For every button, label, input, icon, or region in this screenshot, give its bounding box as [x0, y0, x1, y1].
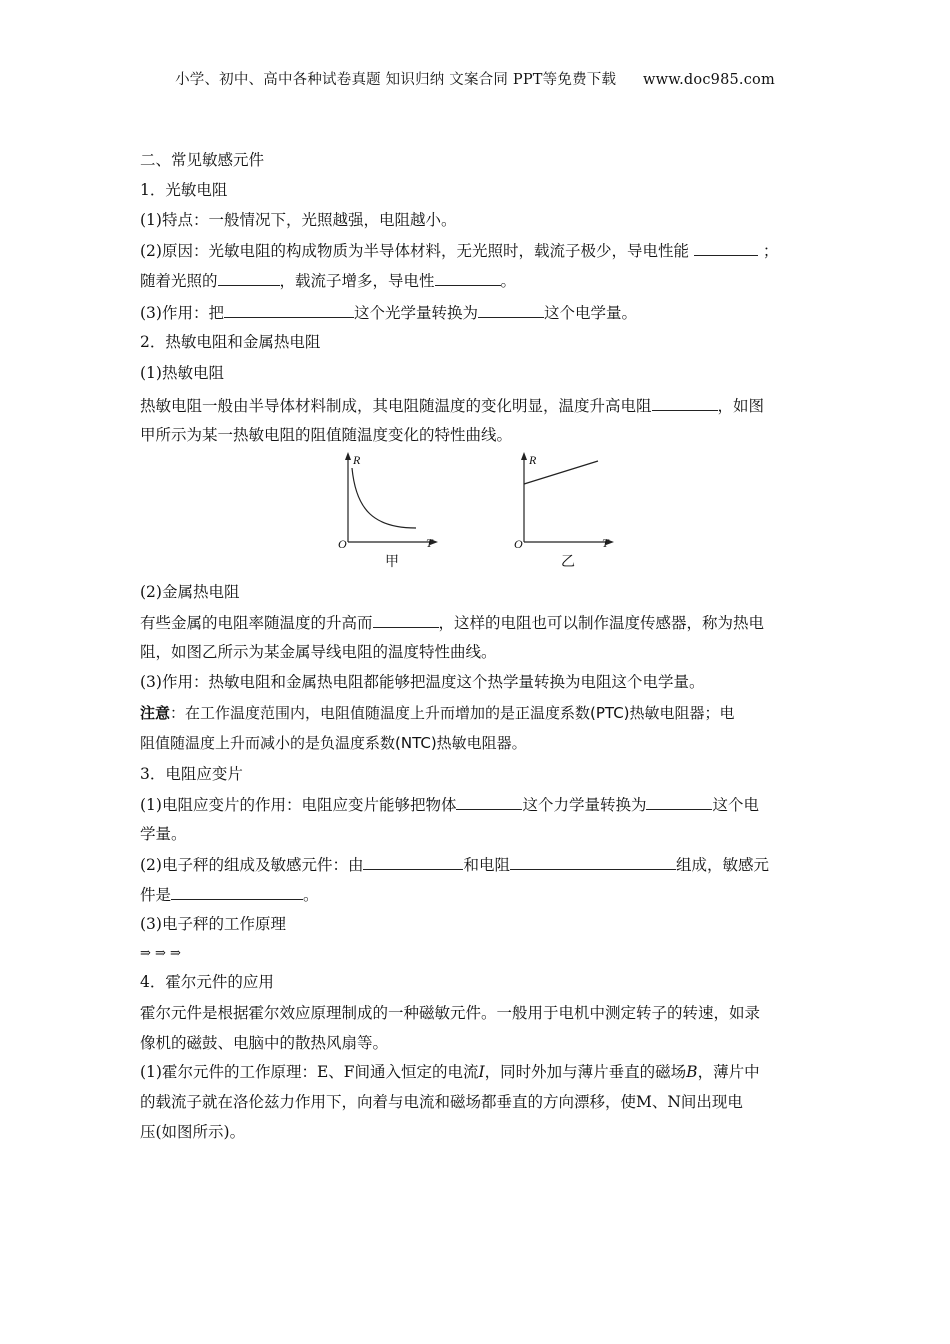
- blank[interactable]: [456, 794, 522, 810]
- header-url[interactable]: www.doc985.com: [642, 72, 775, 88]
- s2-p2-line1: [140, 612, 764, 633]
- jia-y-label: R: [353, 453, 361, 467]
- s4-p1-line1: [140, 1062, 760, 1082]
- note-label: 注意: [140, 704, 171, 722]
- note-text-1: ：在工作温度范围内，电阻值随温度上升而增加的是正温度系数(PTC)热敏电阻器；电: [170, 704, 735, 722]
- y-arrow: [521, 452, 527, 460]
- s1-p2b-1: 随着光照的: [140, 272, 218, 290]
- blank[interactable]: [171, 884, 303, 900]
- s4-p1a-1: (1)霍尔元件的工作原理：E、F间通入恒定的电流: [140, 1063, 479, 1081]
- s1-p2a-end: ；: [762, 242, 779, 260]
- jia-origin: O: [338, 537, 347, 551]
- y-arrow: [345, 452, 351, 460]
- s2-p2a-1: 有些金属的电阻率随温度的升高而: [140, 614, 373, 632]
- yi-x-label: T: [602, 536, 609, 550]
- s1-p3-2: 这个光学量转换为: [353, 304, 478, 322]
- s3-p2-line2: [140, 884, 319, 905]
- s2-p1-line2: 甲所示为某一热敏电阻的阻值随温度变化的特性曲线。: [140, 426, 513, 444]
- s3-p2b-1: 件是: [140, 886, 172, 904]
- s3-p2b-2: 。: [303, 886, 319, 904]
- blank[interactable]: [363, 854, 463, 870]
- jia-caption: 甲: [385, 554, 399, 570]
- s3-p1-line2: 学量。: [140, 825, 187, 843]
- s2-note-line2: [140, 733, 527, 753]
- s3-p1a-1: (1)电阻应变片的作用：电阻应变片能够把物体: [140, 796, 457, 814]
- blank[interactable]: [218, 270, 280, 286]
- current-symbol: I: [478, 1063, 485, 1081]
- field-symbol: B: [686, 1063, 698, 1081]
- blank[interactable]: [478, 302, 544, 318]
- s3-p2-line1: [140, 854, 769, 875]
- s3-p2a-1: (2)电子秤的组成及敏感元件：由: [140, 856, 364, 874]
- blank[interactable]: [510, 854, 676, 870]
- s1-p2a-text: (2)原因：光敏电阻的构成物质为半导体材料，无光照时，载流子极少，导电性能: [140, 242, 689, 260]
- s4-p1-line2: 的载流子就在洛伦兹力作用下，向着与电流和磁场都垂直的方向漂移，使M、N间出现电: [140, 1093, 743, 1111]
- s2-sub1: (1)热敏电阻: [140, 364, 224, 382]
- s1-title: 1．光敏电阻: [140, 181, 228, 199]
- s2-p1a-1: 热敏电阻一般由半导体材料制成，其电阻随温度的变化明显，温度升高电阻: [140, 397, 652, 415]
- page-header: [0, 68, 950, 89]
- s1-p1: (1)特点：一般情况下，光照越强，电阻越小。: [140, 211, 457, 229]
- s4-p1a-3: ，薄片中: [697, 1063, 760, 1081]
- s4-title: 4．霍尔元件的应用: [140, 973, 274, 991]
- s1-p2-line1: [140, 240, 778, 261]
- s1-p3: [140, 302, 637, 323]
- s2-p1-line1: [140, 395, 764, 416]
- yi-y-label: R: [529, 453, 537, 467]
- s1-p3-1: (3)作用：把: [140, 304, 224, 322]
- blank[interactable]: [224, 302, 354, 318]
- header-text: 小学、初中、高中各种试卷真题 知识归纳 文案合同 PPT等免费下载: [175, 72, 617, 88]
- s3-p1a-3: 这个电: [712, 796, 759, 814]
- yi-origin: O: [514, 537, 523, 551]
- blank[interactable]: [435, 270, 501, 286]
- s2-note-line1: [140, 703, 735, 723]
- jia-x-label: T: [426, 536, 433, 550]
- yi-caption: 乙: [561, 554, 575, 570]
- blank[interactable]: [373, 612, 439, 628]
- s1-p2b-2: ，载流子增多，导电性: [279, 272, 435, 290]
- s3-arrows: ⇒ ⇒ ⇒: [140, 946, 181, 961]
- s2-p1a-2: ，如图: [717, 397, 765, 415]
- s3-p3: (3)电子秤的工作原理: [140, 915, 286, 933]
- s4-p0-line2: 像机的磁鼓、电脑中的散热风扇等。: [140, 1034, 389, 1052]
- s3-p2a-2: 和电阻: [463, 856, 510, 874]
- s3-p1-line1: [140, 794, 759, 815]
- s2-p2a-2: ，这样的电阻也可以制作温度传感器，称为热电: [438, 614, 765, 632]
- blank[interactable]: [646, 794, 712, 810]
- s3-p1a-2: 这个力学量转换为: [522, 796, 647, 814]
- ntc-curve: [352, 468, 416, 528]
- section-title: 二、常见敏感元件: [140, 151, 265, 169]
- s1-p2b-3: 。: [500, 272, 517, 290]
- s2-sub2: (2)金属热电阻: [140, 583, 240, 601]
- s2-p3: (3)作用：热敏电阻和金属热电阻都能够把温度这个热学量转换为电阻这个电学量。: [140, 673, 705, 691]
- s1-p2-line2: [140, 270, 516, 291]
- s3-title: 3．电阻应变片: [140, 765, 243, 783]
- s2-p2-line2: 阻，如图乙所示为某金属导线电阻的温度特性曲线。: [140, 643, 497, 661]
- blank[interactable]: [694, 240, 758, 256]
- s4-p1a-2: ，同时外加与薄片垂直的磁场: [484, 1063, 687, 1081]
- blank[interactable]: [652, 395, 718, 411]
- s3-p2a-3: 组成，敏感元: [675, 856, 769, 874]
- s1-p3-3: 这个电学量。: [543, 304, 637, 322]
- note-text-2: 阻值随温度上升而减小的是负温度系数(NTC)热敏电阻器。: [140, 734, 527, 752]
- s2-title: 2．热敏电阻和金属热电阻: [140, 333, 321, 351]
- s4-p1-line3: 压(如图所示)。: [140, 1123, 246, 1141]
- s4-p0-line1: 霍尔元件是根据霍尔效应原理制成的一种磁敏元件。一般用于电机中测定转子的转速，如录: [140, 1004, 761, 1022]
